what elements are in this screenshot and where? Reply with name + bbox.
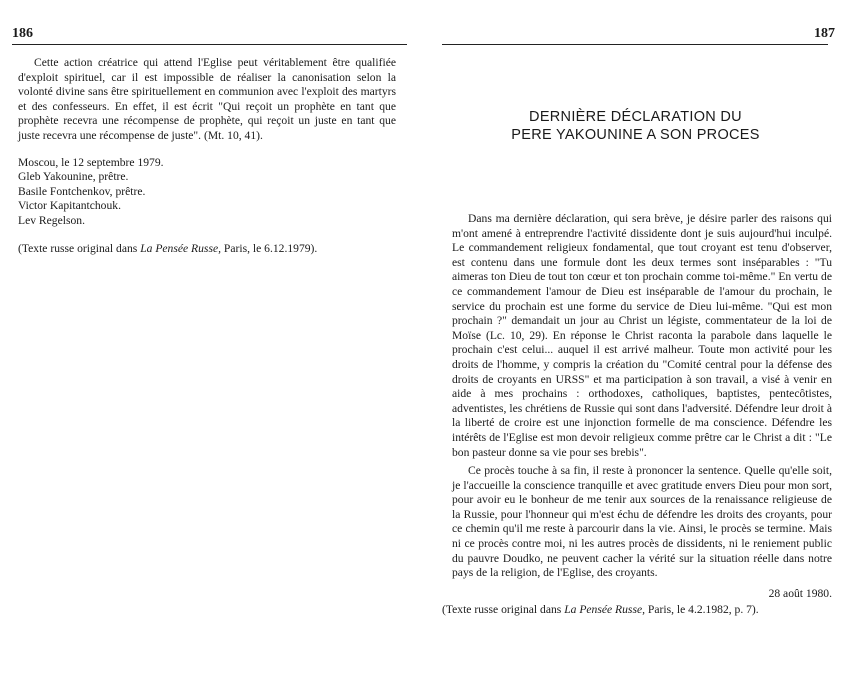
page-number-right: 187	[814, 26, 835, 41]
left-page-body	[18, 56, 396, 256]
right-page-body	[442, 212, 832, 618]
signatory: Lev Regelson.	[18, 213, 85, 227]
title-line-2: PERE YAKOUNINE A SON PROCES	[511, 127, 760, 143]
source-suffix: Paris, le 4.2.1982, p. 7).	[645, 603, 759, 617]
header-rule-right	[442, 44, 828, 45]
right-paragraph-1: Dans ma dernière déclaration, qui sera brève, je désire parler des raisons qui m'ont amené à entreprendre l'activité dissidente dont je suis aujourd'hui inculpé. Le commandement religieux fondamental, que tout croyant est tenu d'observer, est contenu dans une formule dont les deux termes sont inséparables : "Tu aimeras ton Dieu de tout ton cœur et ton prochain comme toi-même." En vertu de ce commandement l'amour de Dieu est inséparable de l'amour du prochain, le service du prochain est une forme du service de Dieu lui-même. "Qui est mon prochain ?" demandait un jour au Christ un légiste, commentateur de la loi de Moïse (Lc. 10, 29). En réponse le Christ raconta la parabole dans laquelle le prochain c'est celui... auquel il est arrivé malheur. Toute mon activité pour les droits de l'homme, y compris la création du "Comité central pour la défense des droits de croyants en URSS" et ma participation à son travail, a visé à venir en aide à mes prochains : orthodoxes, catholiques, baptistes, pentecôtistes, adventistes, les chrétiens de Russie qui sont dans l'adversité. Défendre leur droit à la liberté de croire est une injonction formelle de ma conscience. Défendre les intérêts de l'Eglise est mon devoir religieux comme prêtre car le Christ a dit : "Le bon pasteur donne sa vie pour ses brebis".	[452, 212, 832, 459]
declaration-date: 28 août 1980.	[768, 586, 832, 600]
right-paragraph-2: Ce procès touche à sa fin, il reste à prononcer la sentence. Quelle qu'elle soit, je l'accueille la conscience tranquille et avec gratitude envers Dieu pour mon sort, pour avoir eu le bonheur de me tenir aux sources de la renaissance religieuse de la Russie, pour l'honneur qui m'est échu de défendre les droits des croyants, pour ce chemin qu'il me reste à parcourir dans la vie. Ainsi, le procès se termine. Mais ni ce procès contre moi, ni les autres procès de dissidents, ni le reniement public du pauvre Doudko, ne peuvent cacher la vérité sur la situation réelle dans notre pays de la religion, de l'Eglise, des croyants.	[452, 464, 832, 580]
source-note-left	[18, 242, 396, 257]
source-suffix: Paris, le 6.12.1979).	[221, 241, 318, 255]
signatory: Gleb Yakounine, prêtre.	[18, 170, 129, 184]
source-journal: La Pensée Russe,	[140, 241, 222, 255]
header-rule-left	[12, 44, 407, 45]
signatory: Basile Fontchenkov, prêtre.	[18, 184, 146, 198]
right-page	[430, 0, 847, 684]
page-number-left: 186	[12, 26, 33, 41]
chapter-title	[438, 108, 833, 144]
source-prefix: (Texte russe original dans	[442, 603, 565, 617]
title-line-1: DERNIÈRE DÉCLARATION DU	[529, 109, 742, 125]
source-prefix: (Texte russe original dans	[18, 241, 141, 255]
source-note-right	[442, 603, 832, 618]
signatory: Victor Kapitantchouk.	[18, 199, 121, 213]
left-paragraph: Cette action créatrice qui attend l'Eglise peut véritablement être qualifiée d'exploit spirituel, car il est impossible de réaliser la canonisation selon la volonté divine sans être spirituellement en communion avec l'exploit des martyrs et des confesseurs. En effet, il est écrit "Qui reçoit un prophète en tant que prophète recevra une récompense de prophète, qui reçoit un juste en tant que juste recevra une récompense de juste". (Mt. 10, 41).	[18, 56, 396, 142]
date-place: Moscou, le 12 septembre 1979.	[18, 155, 164, 169]
left-page	[0, 0, 420, 684]
source-journal: La Pensée Russe,	[564, 603, 646, 617]
signature-block	[18, 156, 396, 229]
